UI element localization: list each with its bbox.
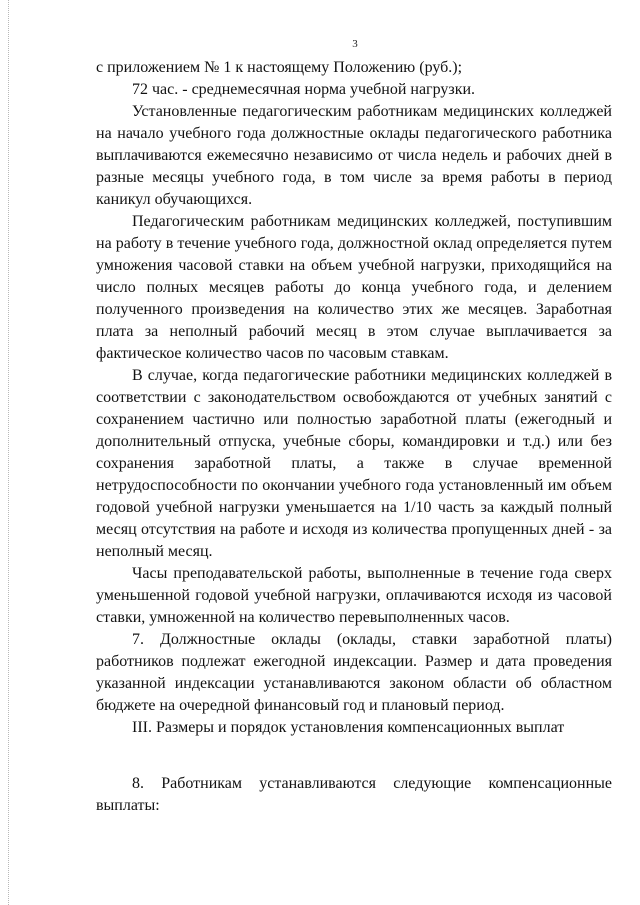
page-number: 3 (352, 38, 358, 50)
paragraph-extra-hours: Часы преподавательской работы, выполненные в течение года сверх уменьшенной годовой учебной нагрузки, оплачиваются исходя из часовой ставки, умноженной на количество перевыполненных часов. (96, 565, 612, 626)
paragraph-salary-monthly: Установленные педагогическим работникам медицинских колледжей на начало учебного года должностные оклады педагогического работника выплачиваются ежемесячно независимо от числа недель и рабочих дней в разные месяцы учебного года, в том числе за время работы в период каникул обучающихся. (96, 103, 612, 208)
paragraph-compensation-intro: 8. Работникам устанавливаются следующие компенсационные выплаты: (96, 775, 612, 814)
paragraph-continuation: с приложением № 1 к настоящему Положению (руб.); (96, 59, 463, 76)
paragraph-indexation: 7. Должностные оклады (оклады, ставки заработной платы) работников подлежат ежегодной индексации. Размер и дата проведения указанной индексации устанавливаются законом области об областном бюджете на очередной финансовый год и плановый период. (96, 631, 612, 714)
paragraph-hired-during-year: Педагогическим работникам медицинских колледжей, поступившим на работу в течение учебного года, должностной оклад определяется путем умножения часовой ставки на объем учебной нагрузки, приходящийся на число полных месяцев работы до конца учебного года, и делением полученного произведения на количество этих же месяцев. Заработная плата за неполный рабочий месяц в этом случае выплачивается за фактическое количество часов по часовым ставкам. (96, 213, 612, 362)
page-edge-line (8, 0, 9, 905)
section-spacer (96, 739, 612, 773)
document-body (96, 57, 612, 817)
section-heading: III. Размеры и порядок установления компенсационных выплат (132, 719, 565, 736)
paragraph-norm: 72 час. - среднемесячная норма учебной нагрузки. (132, 81, 476, 98)
paragraph-released-from-classes: В случае, когда педагогические работники медицинских колледжей в соответствии с законодательством освобождаются от учебных занятий с сохранением частично или полностью заработной платы (ежегодный и дополнительный отпуска, учебные сборы, командировки и т.д.) или без сохранения заработной платы, а также в случае временной нетрудоспособности по окончании учебного года установленный им объем годовой учебной нагрузки уменьшается на 1/10 часть за каждый полный месяц отсутствия на работе и исходя из количества пропущенных дней - за неполный месяц. (96, 367, 612, 560)
